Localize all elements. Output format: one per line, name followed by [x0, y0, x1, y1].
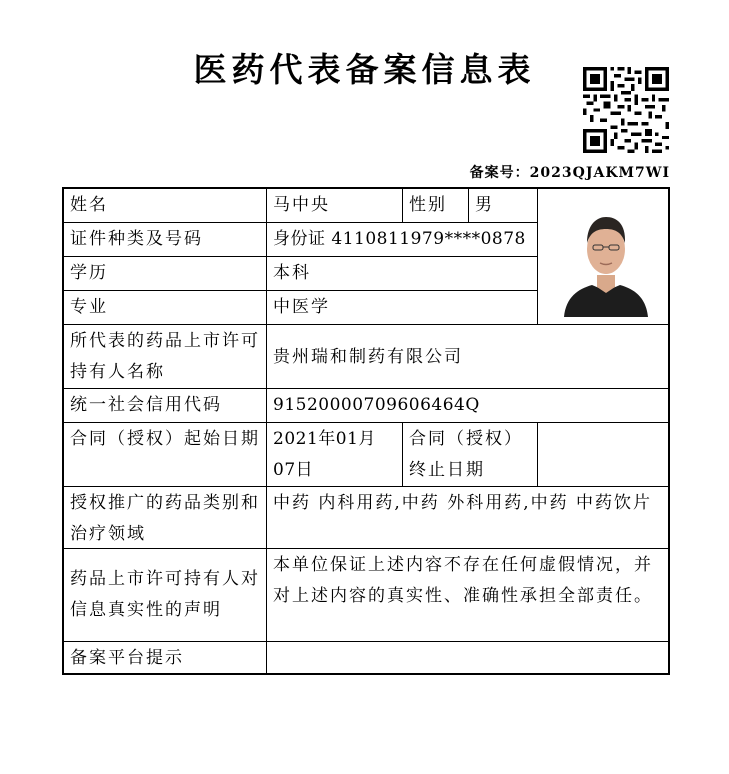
value-credit-code: 91520000709606464Q	[273, 395, 480, 415]
label-major: 专业	[70, 297, 108, 317]
label-name: 姓名	[70, 195, 108, 215]
label-category: 授权推广的药品类别和治疗领域	[70, 493, 260, 544]
label-id: 证件种类及号码	[70, 229, 203, 249]
qr-code-icon	[583, 67, 669, 153]
filing-number	[470, 162, 670, 182]
label-declaration: 药品上市许可持有人对信息真实性的声明	[70, 569, 260, 620]
person-photo	[560, 201, 652, 317]
label-holder: 所代表的药品上市许可持有人名称	[70, 331, 260, 382]
label-credit-code: 统一社会信用代码	[70, 395, 222, 415]
value-major: 中医学	[273, 297, 330, 317]
label-platform-tip: 备案平台提示	[70, 648, 184, 668]
value-platform-tip	[267, 643, 670, 675]
value-gender: 男	[475, 195, 494, 215]
value-contract-start: 2021年01月07日	[273, 429, 376, 480]
label-contract-start: 合同（授权）起始日期	[70, 429, 260, 449]
label-gender: 性别	[409, 195, 447, 215]
value-holder: 贵州瑞和制药有限公司	[273, 347, 463, 367]
label-education: 学历	[70, 263, 108, 283]
filing-number-value: 2023QJAKM7WI	[529, 165, 670, 181]
info-table	[62, 187, 670, 675]
value-name: 马中央	[273, 195, 330, 215]
value-category: 中药 内科用药,中药 外科用药,中药 中药饮片	[273, 493, 653, 513]
label-contract-end: 合同（授权）终止日期	[409, 429, 523, 480]
filing-number-label: 备案号：	[469, 165, 530, 181]
page-title: 医药代表备案信息表	[193, 50, 536, 89]
value-id: 身份证 4110811979****0878	[273, 229, 526, 249]
value-contract-end	[538, 424, 670, 486]
value-declaration: 本单位保证上述内容不存在任何虚假情况，并对上述内容的真实性、准确性承担全部责任。	[273, 555, 653, 606]
value-education: 本科	[273, 263, 311, 283]
